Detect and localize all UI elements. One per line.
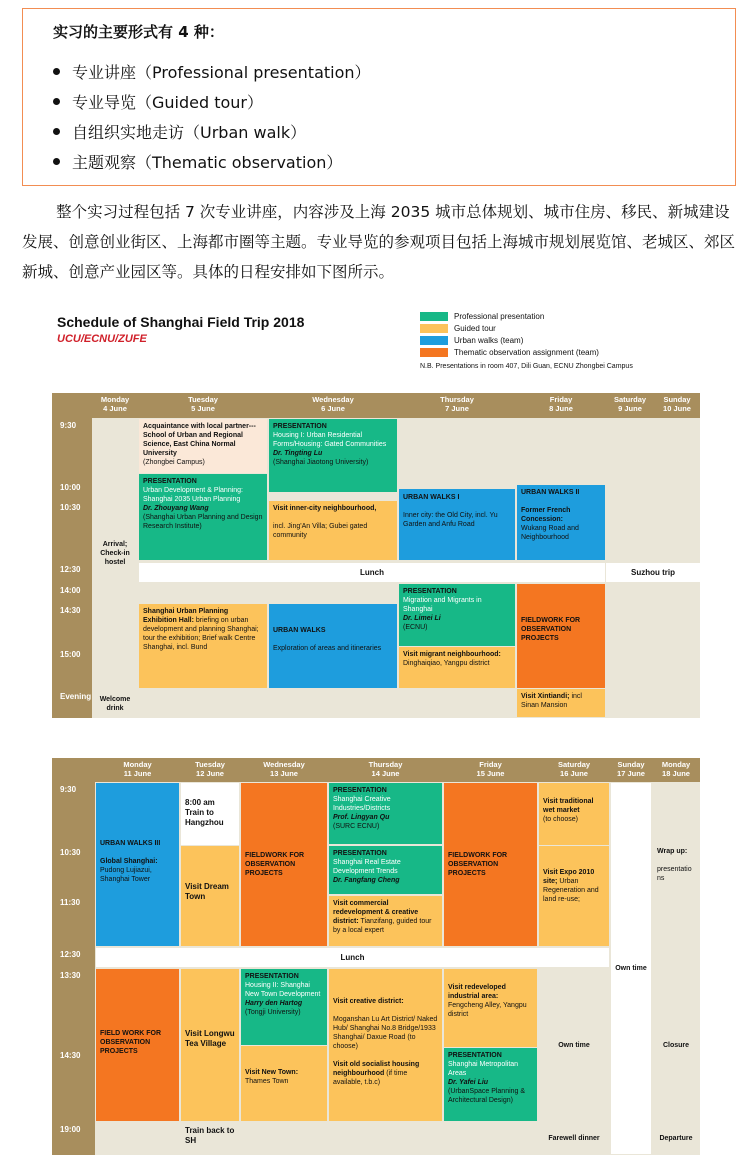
legend-item: Guided tour <box>420 322 599 334</box>
schedule-event: PRESENTATION Migration and Migrants in Shanghai Dr. Limei Li (ECNU) <box>399 584 515 646</box>
schedule-event: PRESENTATION Housing I: Urban Residential Forms/Housing: Gated Communities Dr. Tingting Lu (Shanghai Jiaotong University) <box>269 419 397 492</box>
list-item: 专业导览（Guided tour） <box>53 86 735 116</box>
schedule-event: 8:00 am Train to Hangzhou <box>181 783 239 845</box>
schedule-event: Wrap up: presentations <box>657 848 692 882</box>
schedule-event: Shanghai Urban Planning Exhibition Hall: briefing on urban development and planning Shanghai; tour the exhibition; Brief walk Centre Shanghai, incl. Bund <box>139 604 267 688</box>
bullet-icon <box>53 158 60 165</box>
schedule-event: Visit Expo 2010 site; Urban Regeneration and land re-use; <box>539 846 609 946</box>
legend-item: Thematic observation assignment (team) <box>420 346 599 358</box>
legend-swatch <box>420 324 448 333</box>
schedule-event: Visit traditional wet market (to choose) <box>539 783 609 845</box>
arrival-cell: Arrival; Check-in hostel <box>100 541 130 566</box>
closure: Closure <box>662 1041 690 1049</box>
day-header: Thursday 7 June <box>398 393 516 418</box>
own-time: Own time <box>558 1041 590 1049</box>
schedule-event: FIELDWORK FOR OBSERVATION PROJECTS <box>241 783 327 946</box>
schedule-event: URBAN WALKS II Former French Concession: Wukang Road and Neighbourhood <box>517 485 605 560</box>
schedule-event: Visit creative district: Moganshan Lu Art District/ Naked Hub/ Shanghai No.8 Bridge/1933 Shanghai/ Daxue Road (to choose) Visit old socialist housing neighbourhood (if time available, t.b.c) <box>329 969 442 1121</box>
time-label: Evening <box>52 689 92 718</box>
lunch-bar: Lunch <box>96 948 609 967</box>
schedule-figure <box>0 300 749 1160</box>
time-label: 14:30 <box>52 1048 95 1122</box>
suzhou-trip: Suzhou trip <box>606 563 700 582</box>
schedule-event: FIELDWORK FOR OBSERVATION PROJECTS <box>444 783 537 946</box>
bullet-icon <box>53 68 60 75</box>
schedule-event: Visit Xintiandi; incl Sinan Mansion <box>517 689 605 717</box>
schedule-event: Visit commercial redevelopment & creative district: Tianzifang, guided tour by a local expert <box>329 896 442 946</box>
day-header: Tuesday 5 June <box>138 393 268 418</box>
time-label: 13:30 <box>52 968 95 1048</box>
schedule-event: PRESENTATION Shanghai Metropolitan Areas Dr. Yafei Liu (UrbanSpace Planning & Architectural Design) <box>444 1048 537 1121</box>
list-item: 主题观察（Thematic observation） <box>53 146 735 176</box>
lunch-bar: Lunch <box>139 563 605 582</box>
departure: Departure <box>659 1135 693 1142</box>
time-label: 9:30 <box>52 418 92 480</box>
day-header: Friday 15 June <box>443 758 538 782</box>
welcome-cell: Welcome drink <box>99 695 131 712</box>
schedule-event: PRESENTATION Shanghai Creative Industries/Districts Prof. Lingyan Qu (SURC ECNU) <box>329 783 442 844</box>
legend <box>420 310 599 358</box>
list-item: 专业讲座（Professional presentation） <box>53 56 735 86</box>
schedule-event: Acquaintance with local partner--- School of Urban and Regional Science, East China Normal University (Zhongbei Campus) <box>139 419 267 473</box>
list-item: 自组织实地走访（Urban walk） <box>53 116 735 146</box>
week2-schedule <box>52 758 700 1155</box>
schedule-event: PRESENTATION Housing II: Shanghai New Town Development Harry den Hartog (Tongji University) <box>241 969 327 1045</box>
farewell-dinner: Farewell dinner <box>548 1135 600 1142</box>
schedule-event: FIELD WORK FOR OBSERVATION PROJECTS <box>96 969 179 1121</box>
day-header: Wednesday 6 June <box>268 393 398 418</box>
schedule-event: Visit New Town: Thames Town <box>241 1046 327 1121</box>
bullet-icon <box>53 98 60 105</box>
day-header: Sunday 17 June <box>610 758 652 782</box>
callout-title: 实习的主要形式有 4 种： <box>53 23 224 41</box>
day-header: Thursday 14 June <box>328 758 443 782</box>
week1-schedule <box>52 393 700 718</box>
schedule-event: URBAN WALKS I Inner city: the Old City, incl. Yu Garden and Anfu Road <box>399 489 515 560</box>
time-label: 14:00 <box>52 583 92 603</box>
schedule-event: URBAN WALKS III Global Shanghai: Pudong Lujiazui, Shanghai Tower <box>96 783 179 946</box>
time-label: 10:30 <box>52 845 95 895</box>
day-header: Wednesday 13 June <box>240 758 328 782</box>
schedule-event: FIELDWORK FOR OBSERVATION PROJECTS <box>517 584 605 688</box>
day-header: Monday 4 June <box>92 393 138 418</box>
legend-swatch <box>420 312 448 321</box>
schedule-event: Visit inner-city neighbourhood, incl. Jing'An Villa; Gubei gated community <box>269 501 397 560</box>
schedule-event: PRESENTATION Urban Development & Planning: Shanghai 2035 Urban Planning Dr. Zhouyang Wang (Shanghai Urban Planning and Design Research Institute) <box>139 474 267 560</box>
intro-paragraph: 整个实习过程包括 7 次专业讲座，内容涉及上海 2035 城市总体规划、城市住房、移民、新城建设发展、创意创业街区、上海都市圈等主题。专业导览的参观项目包括上海城市规划展览馆、老城区、郊区新城、创意产业园区等。具体的日程安排如下图所示。 <box>22 203 736 281</box>
time-label: 11:30 <box>52 895 95 947</box>
figure-subtitle: UCU/ECNU/ZUFE <box>57 333 147 345</box>
time-label: 12:30 <box>52 562 92 583</box>
schedule-event: Visit migrant neighbourhood: Dinghaiqiao, Yangpu district <box>399 647 515 688</box>
schedule-event: Visit Longwu Tea Village <box>181 969 239 1121</box>
day-header: Monday 18 June <box>652 758 700 782</box>
schedule-event: Visit Dream Town <box>181 846 239 946</box>
day-header: Saturday 9 June <box>606 393 654 418</box>
legend-item: Urban walks (team) <box>420 334 599 346</box>
legend-swatch <box>420 336 448 345</box>
legend-swatch <box>420 348 448 357</box>
schedule-event: PRESENTATION Shanghai Real Estate Development Trends Dr. Fangfang Cheng <box>329 846 442 894</box>
time-label: 10:30 <box>52 500 92 562</box>
forms-callout <box>22 8 736 186</box>
day-header: Tuesday 12 June <box>180 758 240 782</box>
schedule-event: Visit redeveloped industrial area: Fengcheng Alley, Yangpu district <box>444 969 537 1047</box>
time-label: 15:00 <box>52 647 92 689</box>
legend-item: Professional presentation <box>420 310 599 322</box>
header-corner <box>52 758 95 782</box>
day-header: Saturday 16 June <box>538 758 610 782</box>
bullet-icon <box>53 128 60 135</box>
legend-note: N.B. Presentations in room 407, Dili Guan, ECNU Zhongbei Campus <box>420 363 633 370</box>
day-header: Monday 11 June <box>95 758 180 782</box>
schedule-event: Train back to SH <box>185 1126 235 1145</box>
time-label: 19:00 <box>52 1122 95 1155</box>
schedule-event: URBAN WALKS Exploration of areas and itineraries <box>269 604 397 688</box>
time-label: 14:30 <box>52 603 92 647</box>
time-label: 9:30 <box>52 782 95 845</box>
figure-title: Schedule of Shanghai Field Trip 2018 <box>57 314 305 330</box>
time-label: 12:30 <box>52 947 95 968</box>
own-time: Own time <box>611 783 651 1154</box>
day-header: Sunday 10 June <box>654 393 700 418</box>
forms-list <box>53 56 735 176</box>
day-header: Friday 8 June <box>516 393 606 418</box>
time-label: 10:00 <box>52 480 92 500</box>
header-corner <box>52 393 92 418</box>
